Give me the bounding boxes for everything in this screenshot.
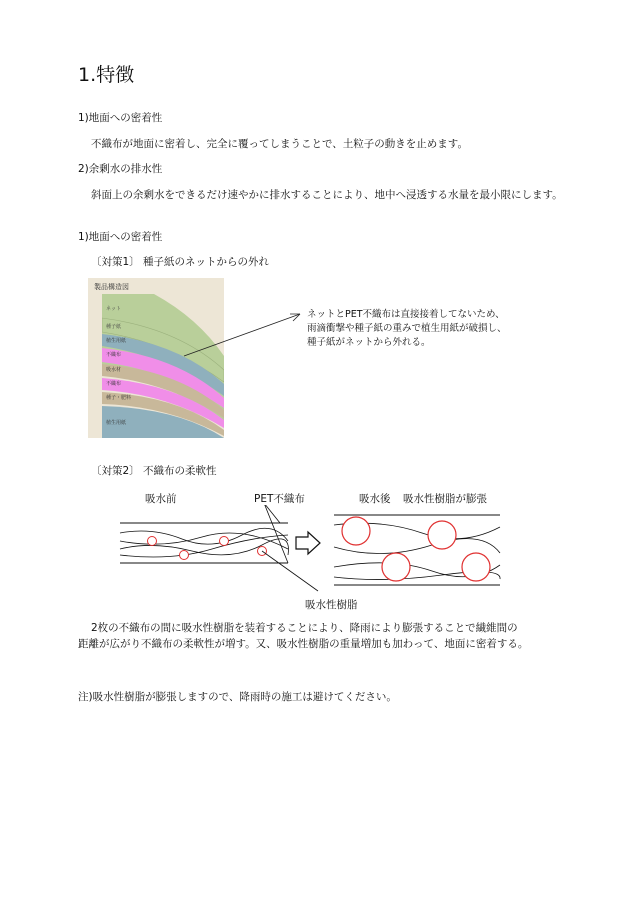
resin-leader — [262, 551, 318, 591]
after-resin-1 — [342, 517, 370, 545]
section3-heading: 1)地面への密着性 — [78, 231, 163, 243]
pointer-arrow-line — [184, 314, 300, 356]
label-absorbent-resin: 吸水性樹脂 — [305, 599, 358, 611]
layer-label-6: 種子・肥料 — [106, 395, 132, 401]
label-before-absorption: 吸水前 — [145, 493, 177, 505]
pet-leader-2 — [264, 505, 288, 563]
transition-arrow-icon — [296, 532, 320, 554]
measure2-body-line-0: 2枚の不織布の間に吸水性樹脂を装着することにより、降雨により膨張することで繊維間の — [91, 622, 518, 634]
label-pet-nonwoven: PET不織布 — [254, 493, 305, 505]
measure1-note-line-2: 種子紙がネットから外れる。 — [307, 337, 431, 348]
measure2-body-line-1: 距離が広がり不織布の柔軟性が増す。又、吸水性樹脂の重量増加も加わって、地面に密着する。 — [78, 638, 529, 650]
section2-heading: 2)余剰水の排水性 — [78, 163, 163, 175]
layer-label-4: 吸水材 — [106, 367, 122, 373]
after-resin-3 — [382, 553, 410, 581]
absorption-diagram — [112, 505, 512, 605]
section2-body: 斜面上の余剰水をできるだけ速やかに排水することにより、地中へ浸透する水量を最小限にします。 — [91, 189, 563, 201]
layer-label-7: 植生用紙 — [106, 420, 127, 426]
pointer-arrow — [180, 300, 310, 360]
pet-leader-1 — [264, 505, 280, 523]
page-title: 1.特徴 — [78, 64, 135, 86]
measure1-label: 〔対策1〕 種子紙のネットからの外れ — [91, 256, 270, 268]
layer-label-2: 植生用紙 — [106, 338, 127, 344]
section1-body: 不織布が地面に密着し、完全に覆ってしまうことで、土粒子の動きを止めます。 — [91, 138, 468, 150]
measure2-label: 〔対策2〕 不織布の柔軟性 — [91, 465, 217, 477]
label-resin-swelling: 吸水性樹脂が膨張 — [403, 493, 487, 505]
measure1-note-line-1: 雨滴衝撃や種子紙の重みで植生用紙が破損し、 — [307, 323, 507, 334]
before-resin-2 — [180, 551, 189, 560]
layer-label-0: ネット — [106, 306, 122, 312]
layer-label-1: 種子紙 — [106, 324, 122, 330]
before-resin-1 — [148, 537, 157, 546]
diagram-title: 製品構造図 — [94, 283, 129, 291]
before-resin-3 — [220, 537, 229, 546]
footnote: 注)吸水性樹脂が膨張しますので、降雨時の施工は避けてください。 — [78, 691, 397, 703]
measure1-note-line-0: ネットとPET不織布は直接接着してないため、 — [307, 309, 505, 320]
after-resin-2 — [428, 521, 456, 549]
after-resin-4 — [462, 553, 490, 581]
layer-label-5: 不織布 — [106, 381, 122, 387]
label-after-absorption: 吸水後 — [359, 493, 391, 505]
diagram-left-margin — [88, 278, 102, 438]
layer-label-3: 不織布 — [106, 352, 122, 358]
section1-heading: 1)地面への密着性 — [78, 112, 163, 124]
